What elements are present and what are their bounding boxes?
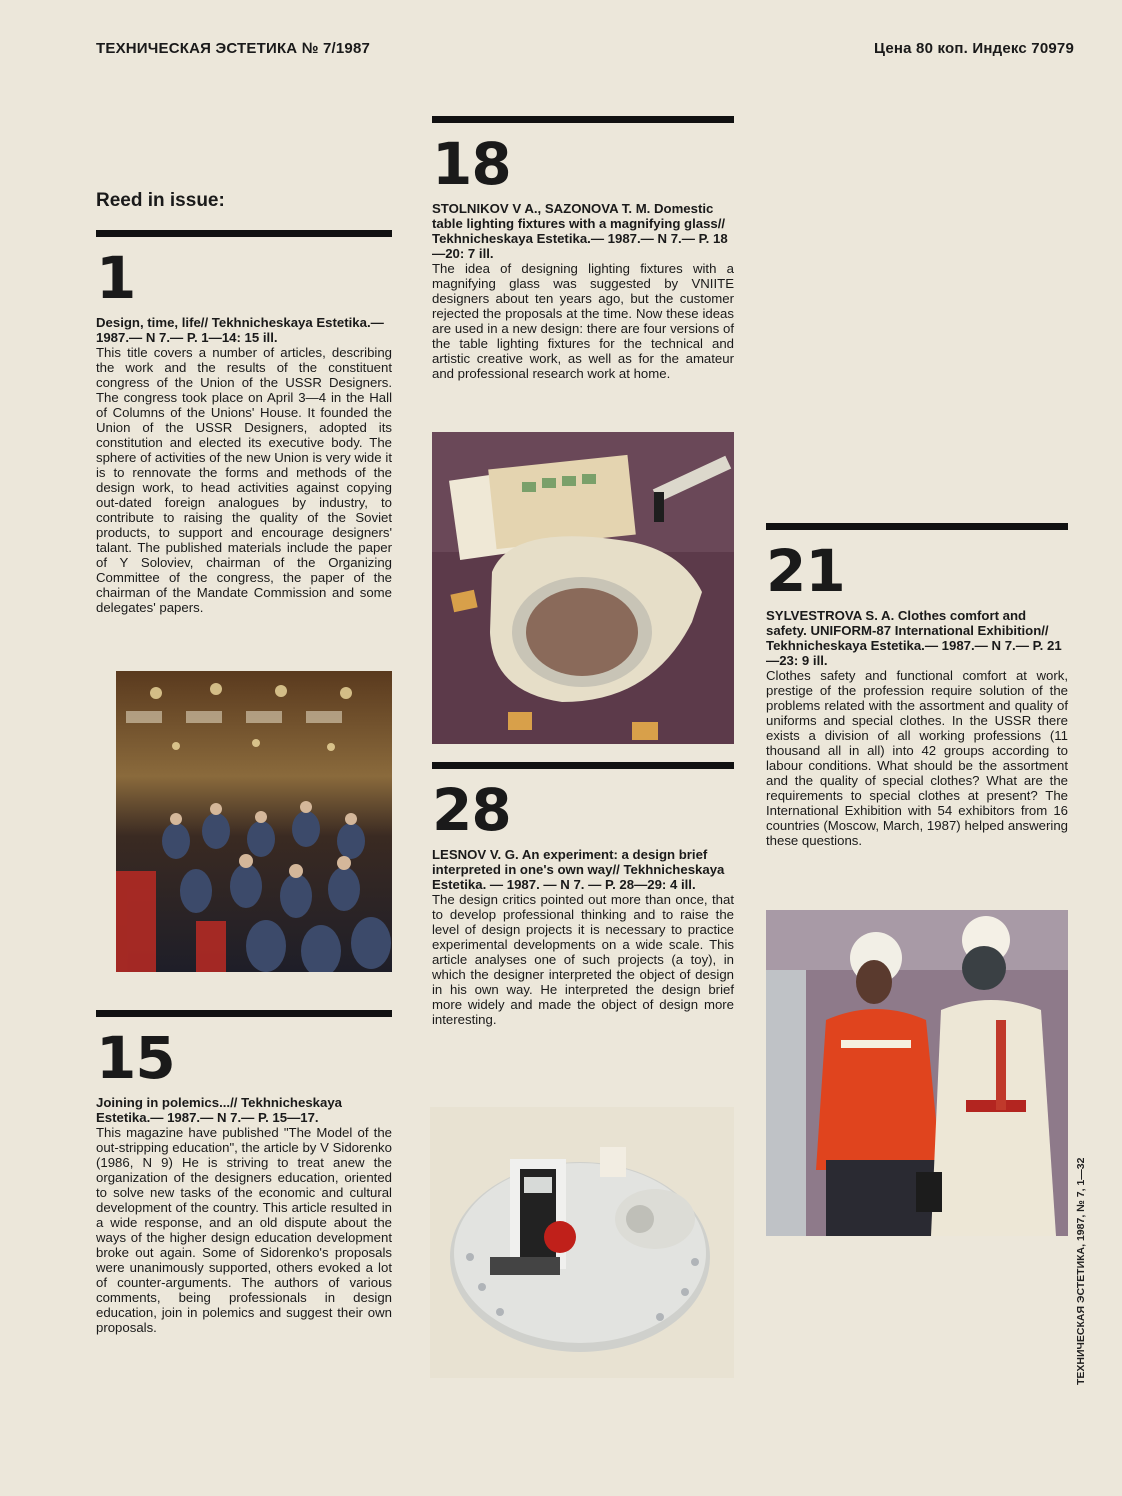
- page-number: 18: [432, 130, 511, 198]
- article-abstract: This title covers a number of articles, describing the work and the results of the constituent congress of the Union of the USSR Designers. The congress took place on April 3—4 in the Hall of Columns of the Unions' House. It founded the Union of the USSR Designers, adopted its constitution and elected its executive body. The sphere of activities of the new Union is very wide it is to rennovate the forms and methods of the design work, to head activities against copying out-dated foreign analogues by industry, to contribute to raising the quality of the Soviet products, to support and encourage designers' talant. The published materials include the paper of Y Soloviev, chairman of the Organizing Committee of the congress, the paper of the chairman of the Mandate Commission and some delegates' papers.: [96, 345, 392, 615]
- price-index: Цена 80 коп. Индекс 70979: [873, 40, 1074, 57]
- toy-design-photo: [430, 1107, 734, 1378]
- article-title: LESNOV V. G. An experiment: a design brief interpreted in one's own way// Tekhnicheskaya Estetika. — 1987. — N 7. — P. 28—29: 4 ill.: [432, 847, 725, 892]
- article-title: Design, time, life// Tekhnicheskaya Estetika.— 1987.— N 7.— P. 1—14: 15 ill.: [96, 315, 384, 345]
- article-abstract: The design critics pointed out more than once, that to develop professional thinking and to raise the level of design projects it is necessary to practice experimental developments on a wide scale. This article analyses one of such projects (a toy), in which the designer interpreted the object of design in his own way. He interpreted the design brief more widely and made the object of design more interesting.: [432, 892, 734, 1027]
- article-page-15: [96, 1010, 392, 1335]
- divider: [766, 523, 1068, 530]
- journal-header: ТЕХНИЧЕСКАЯ ЭСТЕТИКА № 7/1987: [96, 40, 371, 57]
- section-heading: Reed in issue:: [96, 190, 225, 211]
- side-footer: ТЕХНИЧЕСКАЯ ЭСТЕТИКА, 1987, № 7, 1—32: [1075, 1157, 1087, 1385]
- divider: [96, 1010, 392, 1017]
- divider: [432, 762, 734, 769]
- article-title: SYLVESTROVA S. A. Clothes comfort and safety. UNIFORM-87 International Exhibition// Tekhnicheskaya Estetika.— 1987.— N 7.— P. 21—23: 9 ill.: [766, 608, 1062, 668]
- article-title: Joining in polemics...// Tekhnicheskaya Estetika.— 1987.— N 7.— P. 15—17.: [96, 1095, 342, 1125]
- article-page-28: [432, 762, 734, 1027]
- article-title: STOLNIKOV V A., SAZONOVA T. M. Domestic table lighting fixtures with a magnifying glass// Tekhnicheskaya Estetika.— 1987.— N 7.— P. 18—20: 7 ill.: [432, 201, 728, 261]
- divider: [432, 116, 734, 123]
- divider: [96, 230, 392, 237]
- article-page-18: [432, 116, 734, 381]
- page-number: 1: [96, 244, 136, 312]
- page-number: 28: [432, 776, 511, 844]
- article-abstract: Clothes safety and functional comfort at work, prestige of the profession require solution of the problems related with the assortment and quality of uniforms and special clothes. In the USSR there exists a division of all working professions (11 thousand all in all) into 42 groups according to labour conditions. What should be the assortment and the quality of special clothes? What are the requirements to special clothes at present? The International Exhibition with 54 exhibitors from 16 countries (Moscow, March, 1987) helped answering these questions.: [766, 668, 1068, 848]
- article-abstract: The idea of designing lighting fixtures with a magnifying glass was suggested by VNIITE designers about ten years ago, but the customer rejected the proposals at the time. Now these ideas are used in a new design: there are four versions of the table lighting fixtures for the technical and artistic creative work, as well as for the amateur and professional research work at home.: [432, 261, 734, 381]
- page-number: 21: [766, 537, 845, 605]
- uniform-exhibition-photo: [766, 910, 1068, 1236]
- congress-hall-photo: [116, 671, 392, 972]
- lamp-magnifier-photo: [432, 432, 734, 744]
- article-abstract: This magazine have published "The Model of the out-stripping education", the article by V Sidorenko (1986, N 9) He is striving to treat anew the organization of the designers education, oriented to solve new tasks of the economic and cultural development of the country. This article resulted in a wide response, and an old dispute about the ways of the higher design education development broke out again. Some of Sidorenko's proposals were unanimously supported, others evoked a lot of counter-arguments. The authors of various comments, being professionals in design education, join in polemics and suggest their own proposals.: [96, 1125, 392, 1335]
- article-page-1: [96, 230, 392, 615]
- article-page-21: [766, 523, 1068, 848]
- page-number: 15: [96, 1024, 175, 1092]
